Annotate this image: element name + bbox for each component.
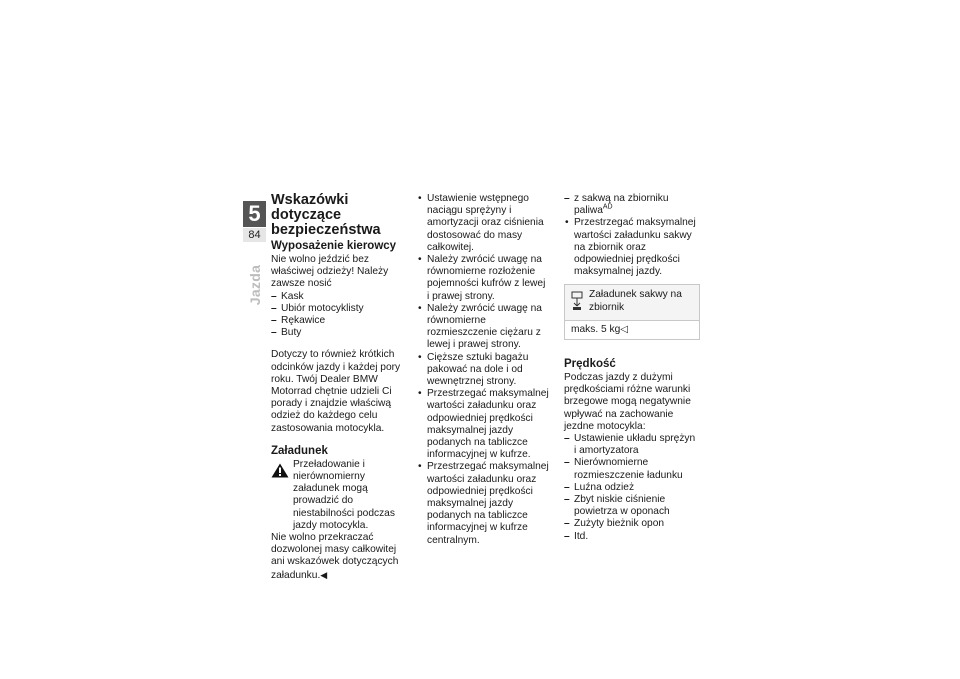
warning-text: Przeładowanie i nierównomierny załadunek mogą prowadzić do niestabilności podczas jazdy motocykla. <box>293 458 395 531</box>
list-item: – Zużyty bieżnik opon <box>564 518 700 530</box>
end-of-section-icon: ◁ <box>620 323 629 335</box>
list-item: – Itd. <box>564 531 700 543</box>
section-heading-rider-gear: Wyposażenie kierowcy <box>271 240 397 252</box>
list-item: – Zbyt niskie ciśnienie powietrza w oponach <box>564 494 700 518</box>
list-item: • Ustawienie wstępnego naciągu sprężyny i amortyzacji oraz ciśnienia dostosować do masy całkowitej. <box>417 193 550 254</box>
rider-gear-intro: Nie wolno jeździć bez właściwej odzieży! Należy zawsze nosić <box>271 254 389 290</box>
list-item: – Nierównomierne rozmieszczenie ładunku <box>564 457 700 481</box>
spec-label: Załadunek sakwy na zbiornik <box>589 289 682 313</box>
warning-block <box>271 459 404 532</box>
list-item: • Cięższe sztuki bagażu pakować na dole i od wewnętrznej strony. <box>417 352 550 389</box>
tank-bag-item: z sakwą na zbiorniku paliwa <box>574 193 669 217</box>
warning-triangle-icon <box>271 463 289 478</box>
page-number: 84 <box>243 228 266 242</box>
list-item: – Rękawice <box>271 315 404 327</box>
spec-row <box>565 321 699 339</box>
spec-header <box>565 285 699 320</box>
speed-intro: Podczas jazdy z dużymi prędkościami różne warunki brzegowe mogą negatywnie wpływać na zachowanie jezdne motocykla: <box>564 372 691 432</box>
page-title: Wskazówki dotyczące bezpieczeństwa <box>271 192 381 238</box>
end-of-section-icon: ◀ <box>320 569 328 580</box>
spec-value: maks. 5 kg <box>571 323 621 335</box>
load-paragraph-text: Nie wolno przekraczać dozwolonej masy całkowitej ani wskazówek dotyczących załadunku. <box>271 532 399 581</box>
section-heading-speed: Prędkość <box>564 358 616 371</box>
section-heading-load: Załadunek <box>271 444 328 457</box>
list-item: – Buty <box>271 327 404 339</box>
load-paragraph <box>271 532 404 582</box>
chapter-side-label: Jazda <box>247 264 263 306</box>
list-item: – Luźna odzież <box>564 482 700 494</box>
list-item: • Przestrzegać maksymalnej wartości załadunku oraz odpowiedniej prędkości maksymalnej jazdy podanych na tabliczce informacyjnej w kufrze. <box>417 388 550 461</box>
column-2 <box>417 193 550 547</box>
rider-gear-paragraph: Dotyczy to również krótkich odcinków jazdy i każdej pory roku. Twój Dealer BMW Motorrad chętnie udzieli Ci porady i znajdzie właściwą odzież do każdego celu zastosowania motocykla. <box>271 349 401 434</box>
column-3 <box>564 193 700 543</box>
list-item: • Należy zwrócić uwagę na równomierne rozmieszczenie ciężaru z lewej i prawej strony. <box>417 303 550 352</box>
list-item: – Ustawienie układu sprężyn i amortyzatora <box>564 433 700 457</box>
column-1 <box>271 193 404 582</box>
list-item <box>564 193 700 217</box>
spec-table <box>564 284 700 340</box>
list-item: • Przestrzegać maksymalnej wartości załadunku sakwy na zbiornik oraz odpowiedniej prędkości maksymalnej jazdy. <box>564 217 700 278</box>
list-item: • Przestrzegać maksymalnej wartości załadunku oraz odpowiedniej prędkości maksymalnej jazdy podanych na tabliczce informacyjnej w kufrze centralnym. <box>417 461 550 546</box>
list-item: – Ubiór motocyklisty <box>271 303 404 315</box>
list-item: – Kask <box>271 291 404 303</box>
equipment-code: AD <box>602 203 613 211</box>
list-item: • Należy zwrócić uwagę na równomierne rozłożenie pojemności kufrów z lewej i prawej strony. <box>417 254 550 303</box>
weight-load-icon <box>571 291 583 311</box>
chapter-number: 5 <box>243 201 266 227</box>
